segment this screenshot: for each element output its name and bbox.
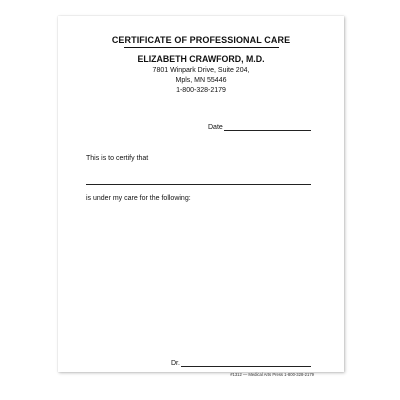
doctor-address-street: 7801 Winpark Drive, Suite 204,: [152, 67, 250, 74]
title-underline: [124, 47, 279, 48]
form-title: CERTIFICATE OF PROFESSIONAL CARE: [111, 35, 291, 45]
date-field: [208, 120, 311, 132]
date-input-line[interactable]: [224, 130, 311, 131]
care-statement: is under my care for the following:: [86, 195, 191, 202]
patient-name-line[interactable]: [86, 184, 311, 185]
form-footer-note: #1312 — Medical Arts Press 1-800-328-2179: [230, 372, 314, 377]
certify-statement: This is to certify that: [86, 155, 149, 162]
certificate-form: [58, 16, 344, 377]
doctor-address-city: Mpls, MN 55446: [175, 77, 227, 84]
signature-label: Dr.: [171, 360, 180, 367]
doctor-name: ELIZABETH CRAWFORD, M.D.: [137, 54, 265, 64]
doctor-phone: 1-800-328-2179: [176, 87, 226, 94]
date-label: Date: [208, 124, 223, 131]
signature-line[interactable]: [181, 366, 311, 367]
signature-field: [171, 357, 311, 368]
